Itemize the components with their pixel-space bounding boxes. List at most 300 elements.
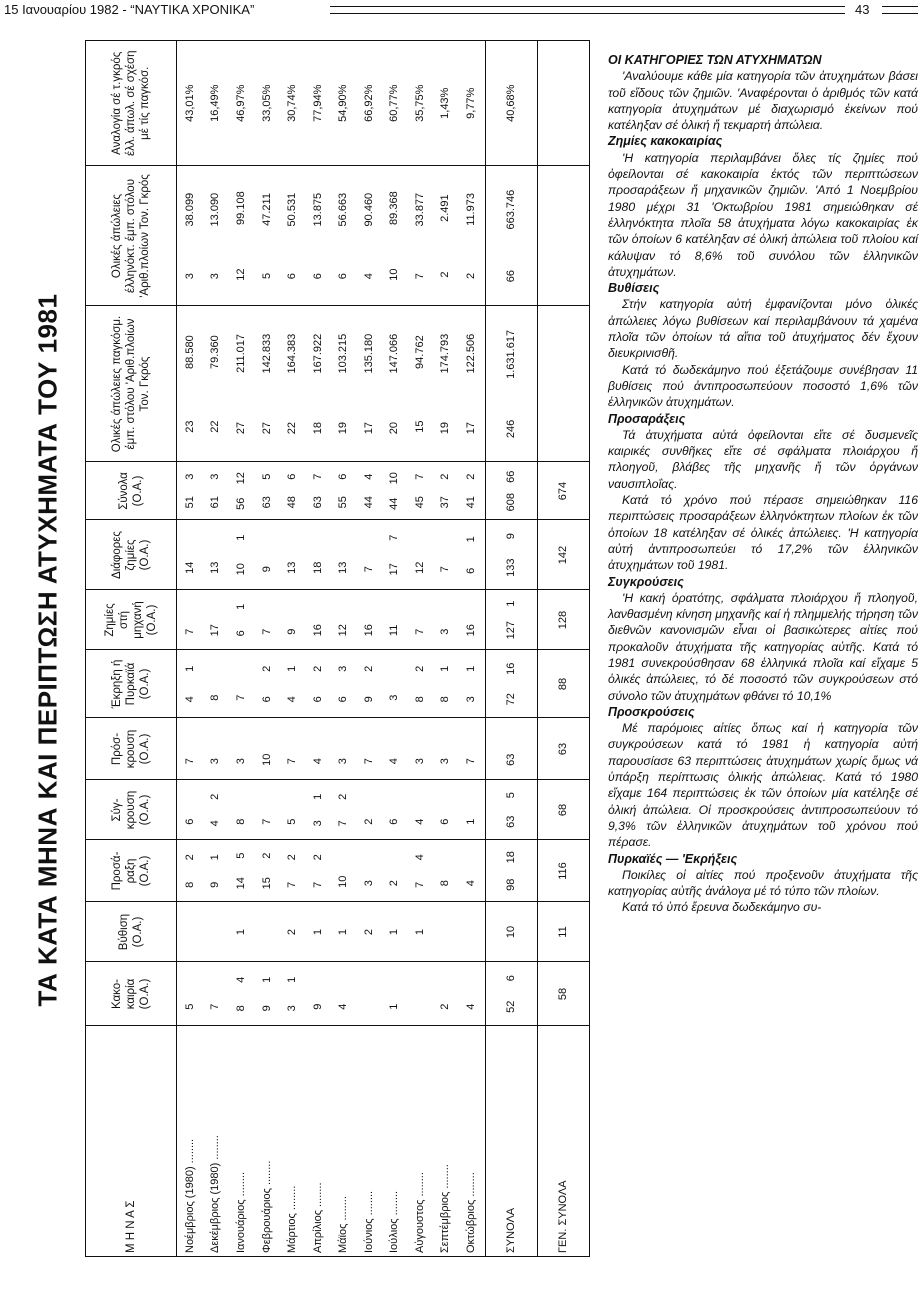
table-cell xyxy=(254,962,280,1026)
table-cell xyxy=(279,166,305,306)
table-cell: 60,77% xyxy=(382,41,408,166)
table-cell xyxy=(330,780,356,840)
table-cell xyxy=(382,650,408,718)
cell-value: 17 xyxy=(362,422,375,435)
cell-value: 2 xyxy=(311,854,324,861)
cell-value: 10 xyxy=(234,563,247,576)
cell-value: 1 xyxy=(234,603,247,610)
cell-value: 2 xyxy=(413,665,426,672)
table-cell: 63 xyxy=(537,718,589,780)
article-heading: Ζημίες κακοκαιρίας xyxy=(608,134,723,149)
table-cell: 16,49% xyxy=(203,41,229,166)
table-cell xyxy=(382,962,408,1026)
table-cell xyxy=(382,462,408,520)
cell-value: 17 xyxy=(209,624,222,637)
table-cell: 1,43% xyxy=(433,41,459,166)
table-cell xyxy=(330,462,356,520)
cell-value: 7 xyxy=(413,628,426,635)
header-issue-line: 15 Ιανουαρίου 1982 - “ΝΑΥΤΙΚΑ ΧΡΟΝΙΚΑ” xyxy=(4,2,255,17)
table-cell: 128 xyxy=(537,590,589,650)
column-header: Ολικές άπώλειες έλληνόκτ. έμπ. στόλου 'Αριθ.πλοίων Τον. Γκρός xyxy=(86,166,176,306)
cell-value: 10 xyxy=(337,875,350,888)
cell-value: 122.506 xyxy=(465,333,478,374)
leader-dots: ........ xyxy=(183,1138,196,1167)
totals-row xyxy=(485,41,537,1256)
table-cell xyxy=(433,718,459,780)
cell-value: 22 xyxy=(286,422,299,435)
table-cell: 1 xyxy=(382,902,408,962)
cell-value: 1 xyxy=(234,534,247,541)
cell-value: 4 xyxy=(311,758,324,765)
article-heading: Συγκρούσεις xyxy=(608,574,684,589)
table-cell: 9,77% xyxy=(458,41,485,166)
table-cell xyxy=(279,650,305,718)
page-header xyxy=(0,0,923,20)
cell-value: 7 xyxy=(362,566,375,573)
month-cell xyxy=(305,1026,331,1256)
cell-value: 5 xyxy=(260,272,273,279)
table-row xyxy=(382,41,408,1256)
table-cell xyxy=(203,590,229,650)
cell-value: 2 xyxy=(311,665,324,672)
table-cell xyxy=(356,780,382,840)
leader-dots: ........ xyxy=(388,1190,401,1219)
cell-value: 5 xyxy=(183,1003,196,1010)
table-cell xyxy=(176,462,203,520)
table-cell xyxy=(356,166,382,306)
month-label: Μάϊος xyxy=(337,1223,350,1253)
cell-value: 16 xyxy=(505,662,517,675)
table-cell xyxy=(330,840,356,902)
cell-value: 8 xyxy=(439,880,452,887)
table-row xyxy=(407,41,433,1256)
cell-value: 7 xyxy=(413,273,426,280)
cell-value: 89.368 xyxy=(388,191,401,225)
cell-value: 8 xyxy=(234,818,247,825)
month-label: Δεκέμβριος (1980) xyxy=(209,1162,222,1253)
cell-value: 61 xyxy=(209,496,222,509)
table-cell xyxy=(176,166,203,306)
month-cell xyxy=(228,1026,254,1256)
cell-value: 2 xyxy=(260,665,273,672)
cell-value: 3 xyxy=(209,273,222,280)
table-cell: 2 xyxy=(279,902,305,962)
cell-value: 10 xyxy=(260,753,273,766)
table-cell xyxy=(485,166,537,306)
cell-value: 13.090 xyxy=(209,192,222,227)
table-cell xyxy=(254,840,280,902)
cell-value: 98 xyxy=(505,878,517,891)
leader-dots: ........ xyxy=(465,1172,478,1200)
cell-value: 6 xyxy=(183,818,196,825)
cell-value: 1 xyxy=(183,665,196,672)
cell-value: 19 xyxy=(439,422,452,435)
column-header: Βύθιση (Ο.Α.) xyxy=(86,902,176,962)
cell-value: 3 xyxy=(209,758,222,765)
table-cell xyxy=(382,840,408,902)
table-cell xyxy=(228,962,254,1026)
table-cell xyxy=(433,650,459,718)
cell-value: 5 xyxy=(505,792,517,799)
table-cell xyxy=(203,650,229,718)
table-cell xyxy=(228,718,254,780)
leader-dots: ........ xyxy=(234,1171,247,1200)
month-label: Νοέμβριος (1980) xyxy=(183,1166,196,1253)
empty-cell xyxy=(537,41,589,166)
accidents-table xyxy=(86,41,589,1256)
leader-dots: ........ xyxy=(260,1160,273,1189)
month-cell xyxy=(176,1026,203,1256)
month-cell xyxy=(407,1026,433,1256)
table-cell xyxy=(485,780,537,840)
table-cell xyxy=(279,520,305,590)
table-cell xyxy=(458,306,485,462)
table-cell xyxy=(458,840,485,902)
cell-value: 6 xyxy=(505,975,517,982)
cell-value: 7 xyxy=(337,820,350,827)
table-cell xyxy=(228,840,254,902)
month-label: Μάρτιος xyxy=(286,1213,299,1253)
table-cell xyxy=(330,650,356,718)
table-cell xyxy=(279,718,305,780)
empty-cell xyxy=(537,166,589,306)
cell-value: 7 xyxy=(413,881,426,888)
cell-value: 1 xyxy=(209,854,222,861)
cell-value: 66 xyxy=(505,470,517,483)
cell-value: 167.922 xyxy=(311,333,324,374)
table-title xyxy=(23,40,73,1260)
cell-value: 4 xyxy=(388,758,401,765)
table-cell xyxy=(407,840,433,902)
cell-value: 3 xyxy=(311,820,324,827)
table-cell xyxy=(485,718,537,780)
cell-value: 19 xyxy=(337,422,350,435)
cell-value: 8 xyxy=(439,696,452,703)
cell-value: 142.833 xyxy=(260,333,273,374)
cell-value: 2 xyxy=(260,852,273,859)
table-cell xyxy=(382,780,408,840)
column-header: Έκρηξη ή Πυρκαϊά (Ο.Α.) xyxy=(86,650,176,718)
cell-value: 52 xyxy=(505,1000,517,1013)
cell-value: 4 xyxy=(413,818,426,825)
table-cell xyxy=(254,520,280,590)
table-cell: 40,68% xyxy=(485,41,537,166)
cell-value: 1 xyxy=(286,976,299,983)
cell-value: 12 xyxy=(234,472,247,485)
column-header: Κακο-καιρία (Ο.Α.) xyxy=(86,962,176,1026)
table-cell xyxy=(407,462,433,520)
table-cell xyxy=(279,962,305,1026)
cell-value: 15 xyxy=(260,877,273,890)
table-cell xyxy=(433,590,459,650)
cell-value: 4 xyxy=(337,1003,350,1010)
table-cell xyxy=(254,306,280,462)
cell-value: 99.108 xyxy=(234,191,247,225)
table-cell xyxy=(458,718,485,780)
month-label: Ιούνιος xyxy=(362,1218,375,1253)
cell-value: 9 xyxy=(286,628,299,635)
cell-value: 1 xyxy=(388,1003,401,1010)
table-cell xyxy=(458,780,485,840)
cell-value: 3 xyxy=(286,1005,299,1012)
cell-value: 7 xyxy=(286,881,299,888)
table-cell xyxy=(254,650,280,718)
table-cell xyxy=(176,902,203,962)
table-cell xyxy=(458,590,485,650)
cell-value: 56 xyxy=(234,497,247,510)
cell-value: 7 xyxy=(260,818,273,825)
table-header-row xyxy=(86,41,176,1256)
cell-value: 16 xyxy=(362,624,375,637)
cell-value: 9 xyxy=(505,533,517,540)
column-header: Διάφορες ζημίες (Ο.Α.) xyxy=(86,520,176,590)
cell-value: 4 xyxy=(234,976,247,983)
cell-value: 2.491 xyxy=(439,194,452,222)
cell-value: 6 xyxy=(337,696,350,703)
cell-value: 4 xyxy=(362,273,375,280)
cell-value: 608 xyxy=(505,493,517,512)
article-paragraph: Μέ παρόμοιες αἰτίες ὅπως καί ἡ κατηγορία τῶν συγκρούσεων κατά τό 1981 ἡ κατηγορία αὐτή παρουσίασε 63 περιπτώσεις ἀτυχημάτων χωρίς ὅμως νά ὑπάρξη περίπτωσις ὁλικής ἀπώλειας. Κατά τό 1980 εἴχαμε 164 περιπτώσεις ἐκ τῶν ὁποίων μία κατέληξε σέ ὁλική ἀπώλεια. Οἱ προσκρούσεις ἀντιπροσωπεύουν τό 9,3% τῶν ἑλληνικῶν ἀτυχημάτων τοῦ χρόνου πού πέρασε. xyxy=(608,721,918,850)
cell-value: 44 xyxy=(388,497,401,510)
cell-value: 18 xyxy=(311,561,324,574)
table-cell: 1 xyxy=(228,902,254,962)
article-heading: Προσκρούσεις xyxy=(608,704,695,719)
table-cell xyxy=(176,718,203,780)
column-header: Σύγ-κρουση (Ο.Α.) xyxy=(86,780,176,840)
table-cell xyxy=(356,840,382,902)
article-paragraph: Τά ἀτυχήματα αὐτά ὀφείλονται εἴτε σέ δυσμενεῖς καιρικές συνθῆκες εἴτε σέ σφάλματα πλοιάρχου ἤ πλοηγοῦ, βλάβες τῆς μηχανῆς ἤ τῶν ὀργάνων ναυσιπλοΐας. xyxy=(608,427,918,491)
cell-value: 4 xyxy=(183,696,196,703)
cell-value: 663.746 xyxy=(505,189,517,230)
cell-value: 3 xyxy=(388,694,401,701)
cell-value: 1 xyxy=(439,665,452,672)
table-row xyxy=(203,41,229,1256)
table-cell: 674 xyxy=(537,462,589,520)
leader-dots: ........ xyxy=(209,1135,222,1163)
table-row xyxy=(279,41,305,1256)
table-cell xyxy=(228,650,254,718)
table-cell xyxy=(407,780,433,840)
table-cell xyxy=(458,902,485,962)
cell-value: 2 xyxy=(362,818,375,825)
cell-value: 174.793 xyxy=(439,333,452,374)
table-cell xyxy=(305,166,331,306)
table-cell xyxy=(176,840,203,902)
table-cell: 35,75% xyxy=(407,41,433,166)
cell-value: 16 xyxy=(465,624,478,637)
table-cell xyxy=(485,650,537,718)
cell-value: 147.066 xyxy=(388,333,401,374)
table-cell xyxy=(433,962,459,1026)
cell-value: 50.531 xyxy=(286,192,299,227)
article-heading: ΟΙ ΚΑΤΗΓΟΡΙΕΣ ΤΩΝ ΑΤΥΧΗΜΑΤΩΝ xyxy=(608,53,822,67)
cell-value: 127 xyxy=(505,621,517,640)
table-row xyxy=(305,41,331,1256)
table-cell: 30,74% xyxy=(279,41,305,166)
cell-value: 2 xyxy=(465,473,478,480)
cell-value: 1 xyxy=(505,600,517,607)
table-cell xyxy=(382,590,408,650)
article-paragraph: Κατά τό χρόνο πού πέρασε σημειώθηκαν 116 περιπτώσεις προσαράξεων ἑλληνόκτητων πλοίων ἐκ τῶν ὁποίων 18 κατέληξαν σέ ὁλικές ἀπώλειες. 'Η κατηγορία αὐτή ἀντιπροσωπεύει τό 17,2% τῶν ἑλληνικῶν ἀτυχημάτων τοῦ 1981. xyxy=(608,493,918,573)
table-cell: 54,90% xyxy=(330,41,356,166)
article-paragraph: Στήν κατηγορία αὐτή ἐμφανίζονται μόνο ὁλικές ἀπώλειες λόγω βυθίσεων καί περιλαμβάνουν τά χαμένα πλοῖα τῶν ὁποίων τά αἴτια τοῦ ἀτυχήματος δέν ἔχουν διευκρινισθῆ. xyxy=(608,297,918,361)
cell-value: 23 xyxy=(183,420,196,433)
column-header: Ολικές άπώλειες παγκόσμ. έμπ. στόλου 'Αριθ.πλοίων Τον. Γκρός xyxy=(86,306,176,462)
cell-value: 12 xyxy=(413,561,426,574)
cell-value: 2 xyxy=(362,665,375,672)
column-header: Σύνολα (Ο.Α.) xyxy=(86,462,176,520)
cell-value: 63 xyxy=(260,496,273,509)
cell-value: 63 xyxy=(311,496,324,509)
cell-value: 2 xyxy=(439,473,452,480)
table-row xyxy=(176,41,203,1256)
table-cell xyxy=(203,780,229,840)
table-cell xyxy=(356,306,382,462)
cell-value: 7 xyxy=(234,694,247,701)
table-cell xyxy=(228,166,254,306)
cell-value: 103.215 xyxy=(337,333,350,374)
cell-value: 12 xyxy=(337,624,350,637)
table-cell xyxy=(203,902,229,962)
accidents-table-frame xyxy=(85,40,590,1257)
cell-value: 22 xyxy=(209,420,222,433)
accidents-table-rotated xyxy=(86,41,589,1256)
empty-cell xyxy=(537,306,589,462)
cell-value: 3 xyxy=(183,473,196,480)
table-body xyxy=(176,41,589,1256)
cell-value: 6 xyxy=(234,630,247,637)
table-cell xyxy=(279,780,305,840)
table-cell xyxy=(305,650,331,718)
cell-value: 1 xyxy=(465,536,478,543)
cell-value: 12 xyxy=(234,268,247,281)
cell-value: 6 xyxy=(465,567,478,574)
cell-value: 47.211 xyxy=(260,193,273,226)
cell-value: 15 xyxy=(413,420,426,433)
cell-value: 7 xyxy=(260,628,273,635)
table-cell: 11 xyxy=(537,902,589,962)
table-cell xyxy=(407,520,433,590)
table-cell: 116 xyxy=(537,840,589,902)
article-heading: Πυρκαϊές — 'Εκρήξεις xyxy=(608,851,738,866)
table-cell xyxy=(228,462,254,520)
month-label: Αύγουστος xyxy=(413,1199,426,1253)
cell-value: 2 xyxy=(286,854,299,861)
table-cell xyxy=(203,718,229,780)
table-cell xyxy=(485,590,537,650)
cell-value: 3 xyxy=(337,758,350,765)
table-cell xyxy=(305,718,331,780)
table-cell xyxy=(407,590,433,650)
cell-value: 8 xyxy=(234,1005,247,1012)
cell-value: 7 xyxy=(465,758,478,765)
cell-value: 246 xyxy=(505,419,517,439)
table-cell: 10 xyxy=(485,902,537,962)
cell-value: 66 xyxy=(505,270,517,283)
cell-value: 56.663 xyxy=(337,192,350,227)
cell-value: 4 xyxy=(465,880,478,887)
month-label: Ιούλιος xyxy=(388,1218,401,1253)
cell-value: 9 xyxy=(362,696,375,703)
table-cell xyxy=(203,462,229,520)
cell-value: 63 xyxy=(505,753,517,766)
article-paragraph: Κατά τό ὑπό ἔρευνα δωδεκάμηνο συ- xyxy=(622,900,822,915)
table-cell xyxy=(485,520,537,590)
column-header: Αναλογία σέ τ.γκρός έλλ. άπωλ. σέ σχέση μέ τίς παγκόσ. xyxy=(86,41,176,166)
table-cell xyxy=(176,590,203,650)
table-cell xyxy=(330,306,356,462)
cell-value: 13.875 xyxy=(311,192,324,227)
table-cell xyxy=(356,718,382,780)
table-cell xyxy=(305,306,331,462)
table-cell xyxy=(176,962,203,1026)
table-cell: 46,97% xyxy=(228,41,254,166)
cell-value: 9 xyxy=(311,1003,324,1010)
cell-value: 1 xyxy=(311,793,324,800)
cell-value: 2 xyxy=(209,793,222,800)
table-row xyxy=(458,41,485,1256)
cell-value: 17 xyxy=(388,563,401,576)
cell-value: 18 xyxy=(311,422,324,435)
table-cell xyxy=(254,590,280,650)
cell-value: 7 xyxy=(183,758,196,765)
article-paragraph: Ποικίλες οἱ αἰτίες πού προξενοῦν ἀτυχήματα τῆς κατηγορίας αὐτῆς ἀνάλογα μέ τό τύπο τῶν πλοίων. xyxy=(608,867,918,899)
cell-value: 7 xyxy=(413,473,426,480)
table-cell xyxy=(330,962,356,1026)
table-cell xyxy=(330,590,356,650)
header-rule xyxy=(330,6,845,14)
table-cell xyxy=(407,650,433,718)
cell-value: 7 xyxy=(311,473,324,480)
cell-value: 7 xyxy=(183,628,196,635)
cell-value: 4 xyxy=(209,820,222,827)
table-cell xyxy=(356,590,382,650)
cell-value: 11.973 xyxy=(465,193,478,226)
table-cell xyxy=(433,520,459,590)
table-cell xyxy=(228,306,254,462)
month-cell xyxy=(433,1026,459,1256)
cell-value: 7 xyxy=(311,881,324,888)
article-paragraph: 'Αναλύουμε κάθε μία κατηγορία τῶν ἀτυχημάτων βάσει τοῦ εἴδους τῶν ζημιῶν. 'Αναφέρονται ὁ ἀριθμός τῶν κατά κατηγορία ἀτυχημάτων μέ διαχωρισμό ἐκείνων πού κατέληξαν σέ ὁλική ἤ τεκμαρτή ἀπώλεια. xyxy=(608,69,918,133)
leader-dots: ........ xyxy=(311,1182,324,1210)
cell-value: 6 xyxy=(286,273,299,280)
table-cell xyxy=(485,962,537,1026)
cell-value: 16 xyxy=(311,624,324,637)
cell-value: 7 xyxy=(286,758,299,765)
table-cell xyxy=(279,590,305,650)
table-cell xyxy=(382,166,408,306)
cell-value: 11 xyxy=(388,624,401,637)
table-cell xyxy=(203,962,229,1026)
cell-value: 3 xyxy=(183,273,196,280)
table-cell xyxy=(433,780,459,840)
cell-value: 13 xyxy=(286,561,299,574)
grand-totals-row xyxy=(537,41,589,1256)
cell-value: 5 xyxy=(286,818,299,825)
table-cell xyxy=(254,780,280,840)
cell-value: 9 xyxy=(260,566,273,573)
month-label: Ιανουάριος xyxy=(234,1199,247,1253)
table-cell: 77,94% xyxy=(305,41,331,166)
table-title-text: ΤΑ ΚΑΤΑ ΜΗΝΑ ΚΑΙ ΠΕΡΙΠΤΩΣΗ ΑΤΥΧΗΜΑΤΑ ΤΟΥ 1981 xyxy=(32,293,63,1007)
table-cell xyxy=(382,520,408,590)
table-cell xyxy=(407,962,433,1026)
article-heading: Προσαράξεις xyxy=(608,411,686,426)
cell-value: 7 xyxy=(388,534,401,541)
month-label: Φεβρουάριος xyxy=(260,1188,273,1253)
leader-dots: ........ xyxy=(286,1185,299,1214)
table-row xyxy=(433,41,459,1256)
